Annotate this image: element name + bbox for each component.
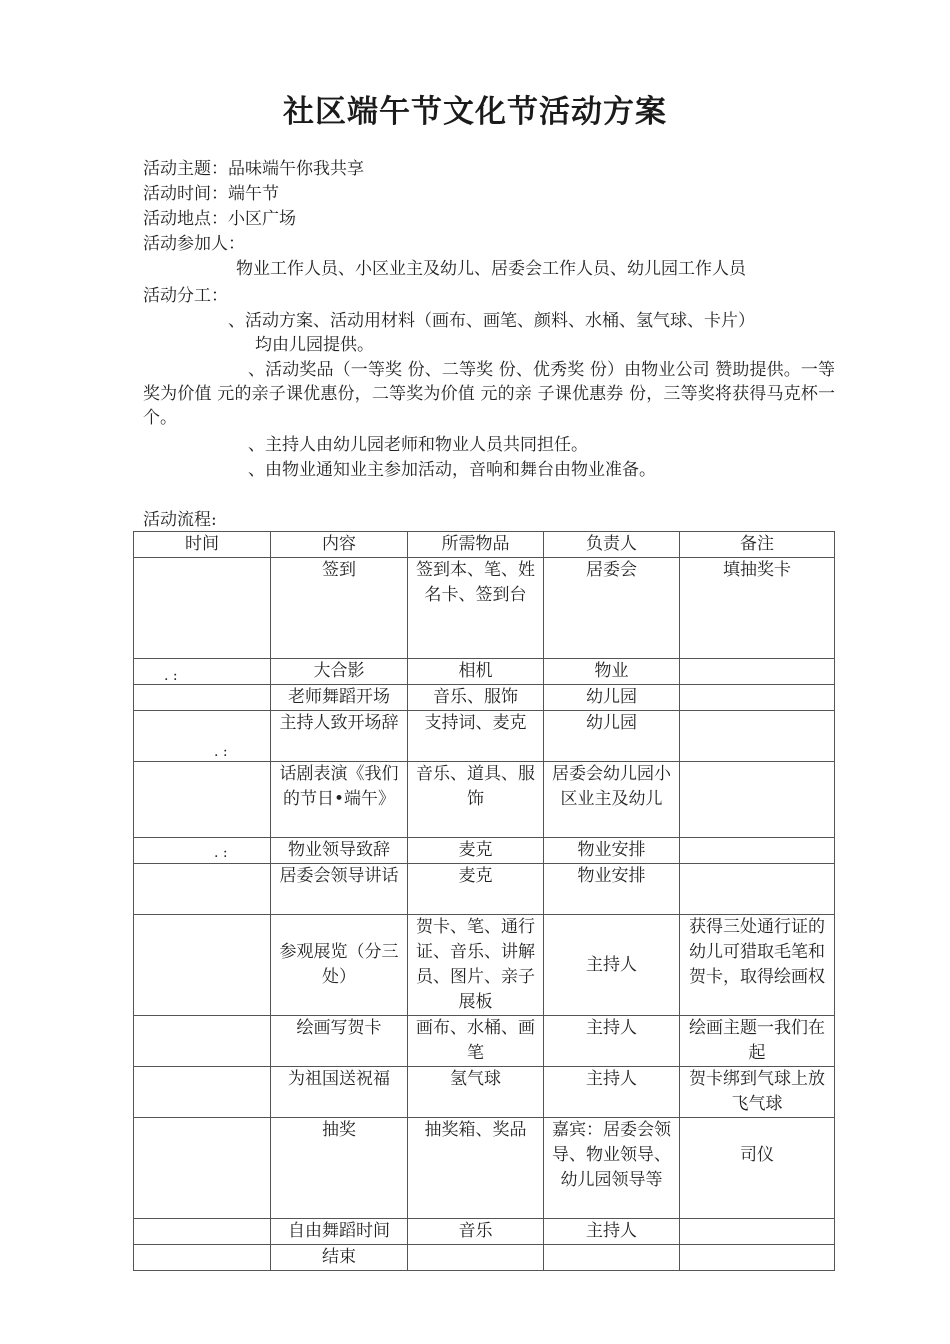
table-row (134, 685, 835, 711)
table-row (134, 1245, 835, 1271)
owner-cell: 物业 (544, 659, 680, 685)
table-row (134, 558, 835, 659)
items-cell: 抽奖箱、奖品 (408, 1118, 544, 1219)
time-cell (134, 838, 271, 864)
time-cell (134, 558, 271, 659)
content-cell: 抽奖 (271, 1118, 408, 1219)
content-cell: 签到 (271, 558, 408, 659)
time-cell (134, 1118, 271, 1219)
items-cell (408, 1245, 544, 1271)
division-item-2: 、活动奖品（一等奖 份、二等奖 份、优秀奖 份）由物业公司 赞助提供。一等奖为价值 元的亲子课优惠份，二等奖为价值 元的亲 子课优惠券 份，三等奖将获得马克杯一个。 (143, 360, 835, 428)
content-cell: 老师舞蹈开场 (271, 685, 408, 711)
content-cell: 结束 (271, 1245, 408, 1271)
division-item-1-cont: 均由儿园提供。 (255, 335, 374, 355)
items-cell: 画布、水桶、画笔 (408, 1016, 544, 1067)
content-cell: 居委会领导讲话 (271, 864, 408, 915)
note-cell (680, 711, 835, 762)
owner-cell: 物业安排 (544, 838, 680, 864)
header-owner: 负责人 (544, 532, 680, 558)
header-note: 备注 (680, 532, 835, 558)
owner-cell (544, 1245, 680, 1271)
participants-label: 活动参加人： (143, 234, 245, 254)
table-row (134, 1118, 835, 1219)
owner-cell: 居委会 (544, 558, 680, 659)
note-cell: 填抽奖卡 (680, 558, 835, 659)
time-mark: . : (214, 845, 228, 861)
activity-theme: 活动主题：品味端午你我共享 (143, 159, 364, 179)
table-row (134, 1016, 835, 1067)
time-mark: . : (214, 744, 228, 760)
items-cell: 麦克 (408, 864, 544, 915)
owner-cell: 主持人 (544, 1016, 680, 1067)
items-cell: 贺卡、笔、通行证、音乐、讲解员、图片、亲子展板 (408, 915, 544, 1016)
items-cell: 音乐 (408, 1219, 544, 1245)
time-cell (134, 685, 271, 711)
participants-list: 物业工作人员、小区业主及幼儿、居委会工作人员、幼儿园工作人员 (236, 259, 746, 279)
header-time: 时间 (134, 532, 271, 558)
note-cell (680, 864, 835, 915)
division-item-1: 、活动方案、活动用材料（画布、画笔、颜料、水桶、氢气球、卡片） (228, 311, 755, 331)
time-cell (134, 711, 271, 762)
time-cell (134, 1219, 271, 1245)
content-cell: 主持人致开场辞 (271, 711, 408, 762)
note-cell: 绘画主题一我们在起 (680, 1016, 835, 1067)
items-cell: 音乐、服饰 (408, 685, 544, 711)
table-row (134, 838, 835, 864)
content-cell: 参观展览（分三处） (271, 915, 408, 1016)
table-row (134, 762, 835, 838)
items-cell: 音乐、道具、服饰 (408, 762, 544, 838)
header-items: 所需物品 (408, 532, 544, 558)
owner-cell: 主持人 (544, 915, 680, 1016)
time-cell (134, 864, 271, 915)
note-cell (680, 685, 835, 711)
note-cell: 贺卡绑到气球上放飞气球 (680, 1067, 835, 1118)
owner-cell: 主持人 (544, 1219, 680, 1245)
time-cell (134, 1067, 271, 1118)
note-cell (680, 838, 835, 864)
owner-cell: 幼儿园 (544, 685, 680, 711)
note-cell (680, 1245, 835, 1271)
time-cell (134, 1245, 271, 1271)
activity-time: 活动时间：端午节 (143, 184, 279, 204)
division-label: 活动分工： (143, 286, 228, 306)
items-cell: 支持词、麦克 (408, 711, 544, 762)
note-cell (680, 659, 835, 685)
table-row (134, 864, 835, 915)
note-cell (680, 762, 835, 838)
owner-cell: 居委会幼儿园小区业主及幼儿 (544, 762, 680, 838)
table-header-row (134, 532, 835, 558)
table-row (134, 1067, 835, 1118)
content-cell: 为祖国送祝福 (271, 1067, 408, 1118)
time-cell (134, 1016, 271, 1067)
items-cell: 签到本、笔、姓名卡、签到台 (408, 558, 544, 659)
time-mark: . : (164, 668, 178, 684)
flow-label: 活动流程: (143, 510, 217, 530)
owner-cell: 主持人 (544, 1067, 680, 1118)
time-cell (134, 915, 271, 1016)
content-cell: 大合影 (271, 659, 408, 685)
content-cell: 物业领导致辞 (271, 838, 408, 864)
activity-place: 活动地点：小区广场 (143, 209, 296, 229)
table-row (134, 711, 835, 762)
items-cell: 相机 (408, 659, 544, 685)
page-title: 社区端午节文化节活动方案 (283, 94, 667, 130)
activity-flow-table (133, 531, 835, 1271)
owner-cell: 物业安排 (544, 864, 680, 915)
owner-cell: 嘉宾：居委会领导、物业领导、幼儿园领导等 (544, 1118, 680, 1219)
note-cell: 获得三处通行证的幼儿可猎取毛笔和贺卡，取得绘画权 (680, 915, 835, 1016)
content-cell: 绘画写贺卡 (271, 1016, 408, 1067)
content-cell: 话剧表演《我们的节日•端午》 (271, 762, 408, 838)
division-item-3: 、主持人由幼儿园老师和物业人员共同担任。 (248, 435, 588, 455)
time-cell (134, 762, 271, 838)
note-cell (680, 1219, 835, 1245)
division-item-4: 、由物业通知业主参加活动，音响和舞台由物业准备。 (248, 460, 656, 480)
note-cell: 司仪 (680, 1118, 835, 1219)
items-cell: 氢气球 (408, 1067, 544, 1118)
table-row (134, 659, 835, 685)
time-cell (134, 659, 271, 685)
table-row (134, 1219, 835, 1245)
table-row (134, 915, 835, 1016)
owner-cell: 幼儿园 (544, 711, 680, 762)
header-content: 内容 (271, 532, 408, 558)
items-cell: 麦克 (408, 838, 544, 864)
content-cell: 自由舞蹈时间 (271, 1219, 408, 1245)
